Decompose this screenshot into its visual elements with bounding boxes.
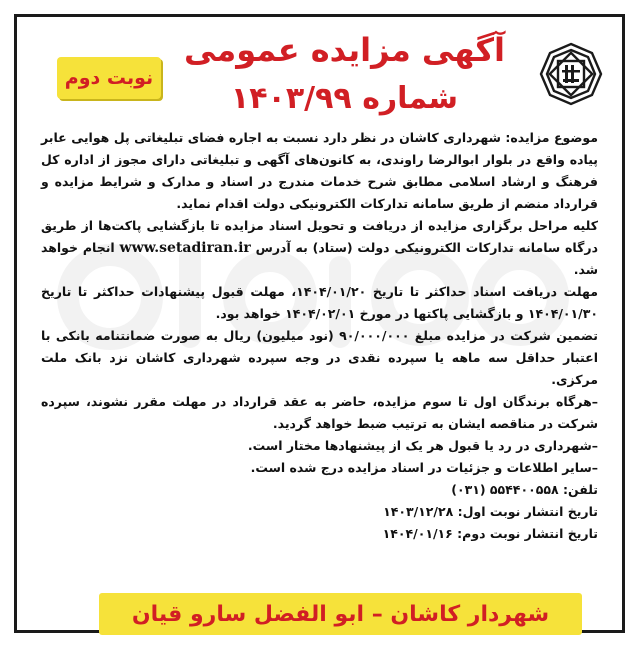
guarantee-paragraph: تضمین شرکت در مزایده مبلغ ۹۰/۰۰۰/۰۰۰ (نود میلیون) ریال به صورت ضمانتنامه بانکی با اعتبار حداقل سه ماهه یا سپرده نقدی در وجه سپرده شهرداری کاشان نزد بانک ملت مرکزی. [41, 328, 598, 387]
second-round-badge: نوبت دوم [57, 57, 161, 99]
notice-frame [14, 14, 625, 633]
deadlines-paragraph: مهلت دریافت اسناد حداکثر تا تاریخ ۱۴۰۴/۰۱/۲۰، مهلت قبول پیشنهادات حداکثر تا تاریخ ۱۴۰۴/۰۱/۳۰ و بازگشایی پاکتها در مورخ ۱۴۰۴/۰۲/۰۱ خواهد بود. [41, 284, 598, 321]
phone-line: تلفن: ۵۵۴۴۰۰۵۵۸ (۰۳۱) [451, 482, 598, 497]
notice-title: آگهی مزایده عمومی [184, 31, 505, 69]
notice-body [41, 127, 598, 545]
procedure-text-end: انجام خواهد شد. [41, 240, 598, 277]
second-publish-date: تاریخ انتشار نوبت دوم: ۱۴۰۴/۰۱/۱۶ [382, 526, 598, 541]
procedure-paragraph [41, 215, 598, 281]
winners-paragraph: –هرگاه برندگان اول تا سوم مزایده، حاضر به عقد قرارداد در مهلت مقرر نشوند، سپرده شرکت در مناقصه ایشان به ترتیب ضبط خواهد گردید. [41, 394, 598, 431]
setad-url-link[interactable]: www.setadiran.ir [119, 240, 251, 256]
rights-paragraph: –شهرداری در رد یا قبول هر یک از پیشنهادها مختار است. [247, 438, 598, 453]
details-paragraph: –سایر اطلاعات و جزئیات در اسناد مزایده درج شده است. [250, 460, 598, 475]
notice-number: شماره ۱۴۰۳/۹۹ [230, 81, 459, 116]
procedure-text: کلیه مراحل برگزاری مزایده از دریافت و تحویل اسناد مزایده تا بازگشایی پاکت‌ها از طریق درگاه سامانه تدارکات الکترونیکی دولت (ستاد) به آدرس [41, 218, 598, 255]
municipality-logo-icon [538, 41, 604, 107]
mayor-signature-banner: شهردار کاشان – ابو الفضل سارو قیان [99, 593, 582, 635]
notice-header [17, 17, 622, 127]
first-publish-date: تاریخ انتشار نوبت اول: ۱۴۰۳/۱۲/۲۸ [383, 504, 598, 519]
subject-paragraph: موضوع مزایده: شهرداری کاشان در نظر دارد نسبت به اجاره فضای تبلیغاتی پل هوایی عابر پیاده واقع در بلوار ابوالرضا راوندی، به کانون‌های آگهی و تبلیغاتی دارای مجوز از اداره کل فرهنگ و ارشاد اسلامی مطابق شرح خدمات مندرج در اسناد و مدارک و شرایط مزایده و قرارداد منضم از طریق سامانه تدارکات الکترونیکی دولت اقدام نماید. [41, 130, 598, 211]
